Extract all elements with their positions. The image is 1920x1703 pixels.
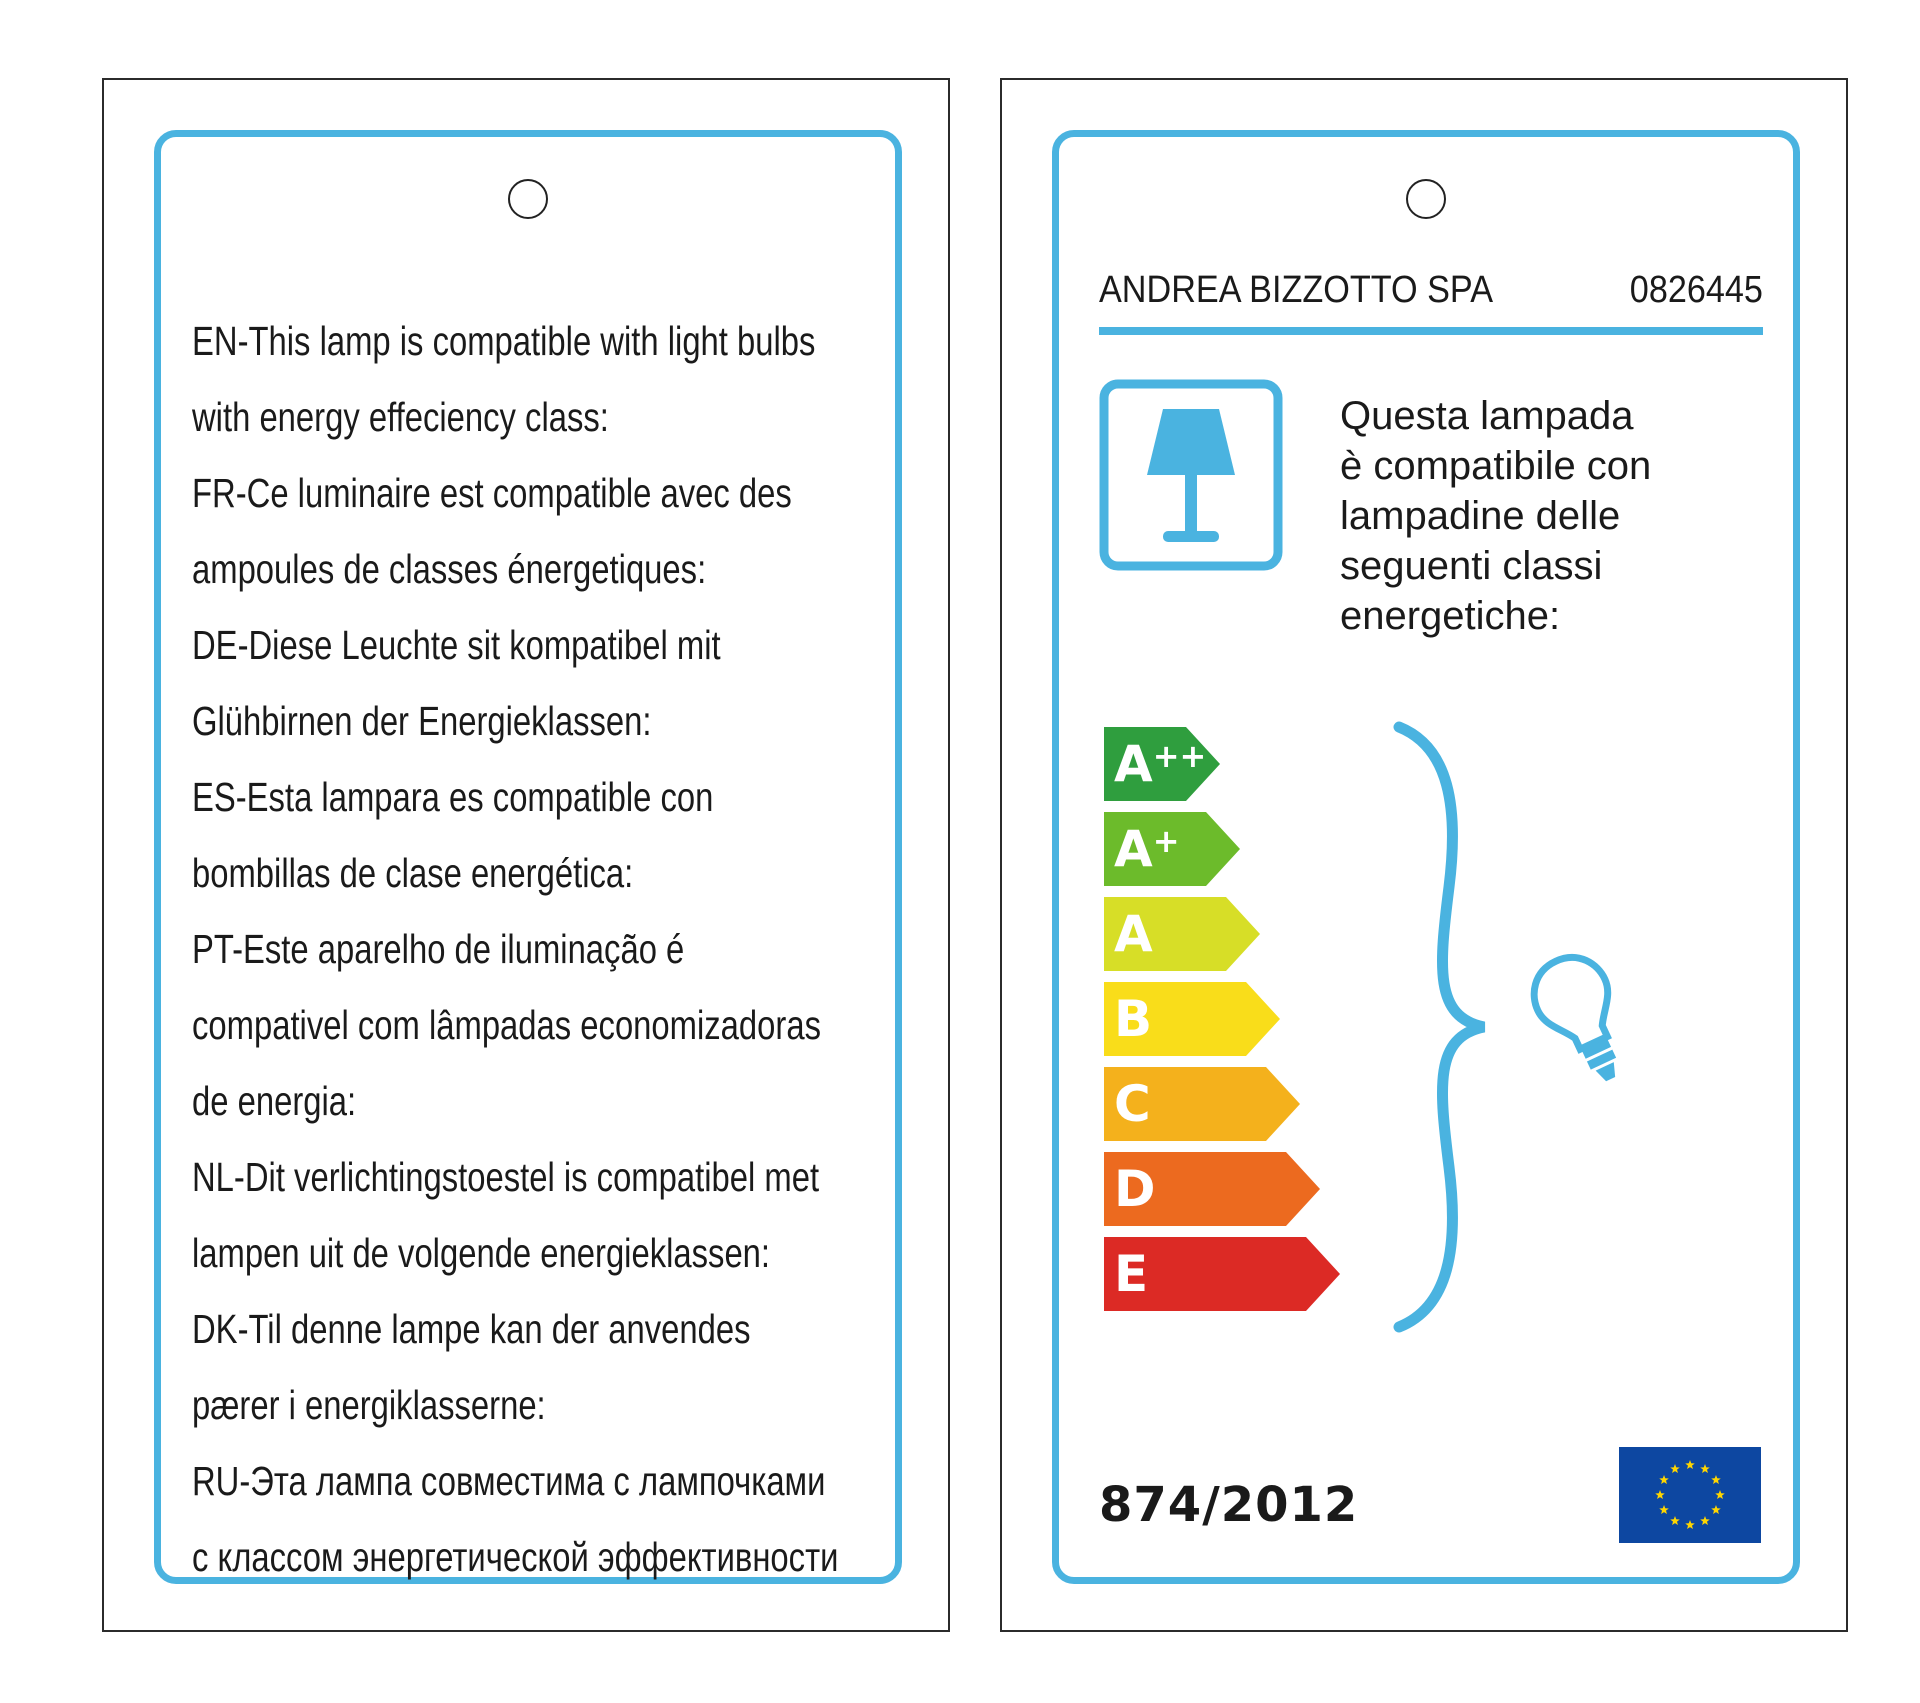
text-line: EN-This lamp is compatible with light bulbs xyxy=(192,318,816,364)
text-line: DE-Diese Leuchte sit kompatibel mit xyxy=(192,622,721,668)
text-line: Glühbirnen der Energieklassen: xyxy=(192,698,652,744)
energy-class-bar xyxy=(1104,727,1220,801)
header-rule xyxy=(1099,327,1763,335)
compatibility-description xyxy=(1340,391,1770,641)
energy-class-bar xyxy=(1104,982,1280,1056)
text-line: lampen uit de volgende energieklassen: xyxy=(192,1230,771,1276)
energy-class-label: A++ xyxy=(1114,735,1207,793)
description-line: è compatibile con xyxy=(1340,444,1652,488)
hang-hole xyxy=(508,179,548,219)
energy-class-label: A+ xyxy=(1114,820,1180,878)
brace-icon xyxy=(1389,717,1509,1337)
eu-flag-icon xyxy=(1619,1447,1761,1543)
text-line: ES-Esta lampara es compatible con xyxy=(192,774,714,820)
energy-class-bar xyxy=(1104,897,1260,971)
energy-class-bar xyxy=(1104,812,1240,886)
text-line: FR-Ce luminaire est compatible avec des xyxy=(192,470,792,516)
energy-class-bar xyxy=(1104,1067,1300,1141)
energy-class-bar xyxy=(1104,1152,1320,1226)
lamp-icon xyxy=(1099,379,1283,571)
text-line: NL-Dit verlichtingstoestel is compatibel met xyxy=(192,1154,820,1200)
text-line: pærer i energiklasserne: xyxy=(192,1382,546,1428)
description-line: Questa lampada xyxy=(1340,394,1634,438)
text-line: RU-Эта лампа совместима с лампочками xyxy=(192,1458,826,1504)
energy-class-bar xyxy=(1104,1237,1340,1311)
energy-class-label: A xyxy=(1114,905,1153,963)
description-line: lampadine delle xyxy=(1340,494,1621,538)
text-line: ampoules de classes énergetiques: xyxy=(192,546,707,592)
energy-class-label: E xyxy=(1114,1245,1149,1303)
tag-energy-label xyxy=(1000,78,1848,1632)
hang-hole xyxy=(1406,179,1446,219)
text-line: compativel com lâmpadas economizadoras xyxy=(192,1002,821,1048)
description-line: seguenti classi xyxy=(1340,544,1603,588)
light-bulb-icon xyxy=(1529,947,1639,1097)
text-line: bombillas de clase energética: xyxy=(192,850,634,896)
tag-frame xyxy=(1052,130,1800,1584)
text-line: DK-Til denne lampe kan der anvendes xyxy=(192,1306,751,1352)
text-line: de energia: xyxy=(192,1078,357,1124)
company-name: ANDREA BIZZOTTO SPA xyxy=(1099,269,1494,311)
energy-class-scale xyxy=(1104,727,1404,1327)
text-line: PT-Este aparelho de iluminação é xyxy=(192,926,685,972)
product-code: 0826445 xyxy=(1629,269,1763,311)
description-line: energetiche: xyxy=(1340,594,1561,638)
tag-frame xyxy=(154,130,902,1584)
compatibility-text xyxy=(192,303,875,1595)
energy-class-label: C xyxy=(1114,1075,1151,1133)
energy-class-label: D xyxy=(1114,1160,1156,1218)
tag-multilingual xyxy=(102,78,950,1632)
text-line: с классом энергетической эффективности xyxy=(192,1534,839,1580)
regulation-number: 874/2012 xyxy=(1099,1477,1359,1533)
text-line: with energy effeciency class: xyxy=(192,394,609,440)
energy-class-label: B xyxy=(1114,990,1153,1048)
